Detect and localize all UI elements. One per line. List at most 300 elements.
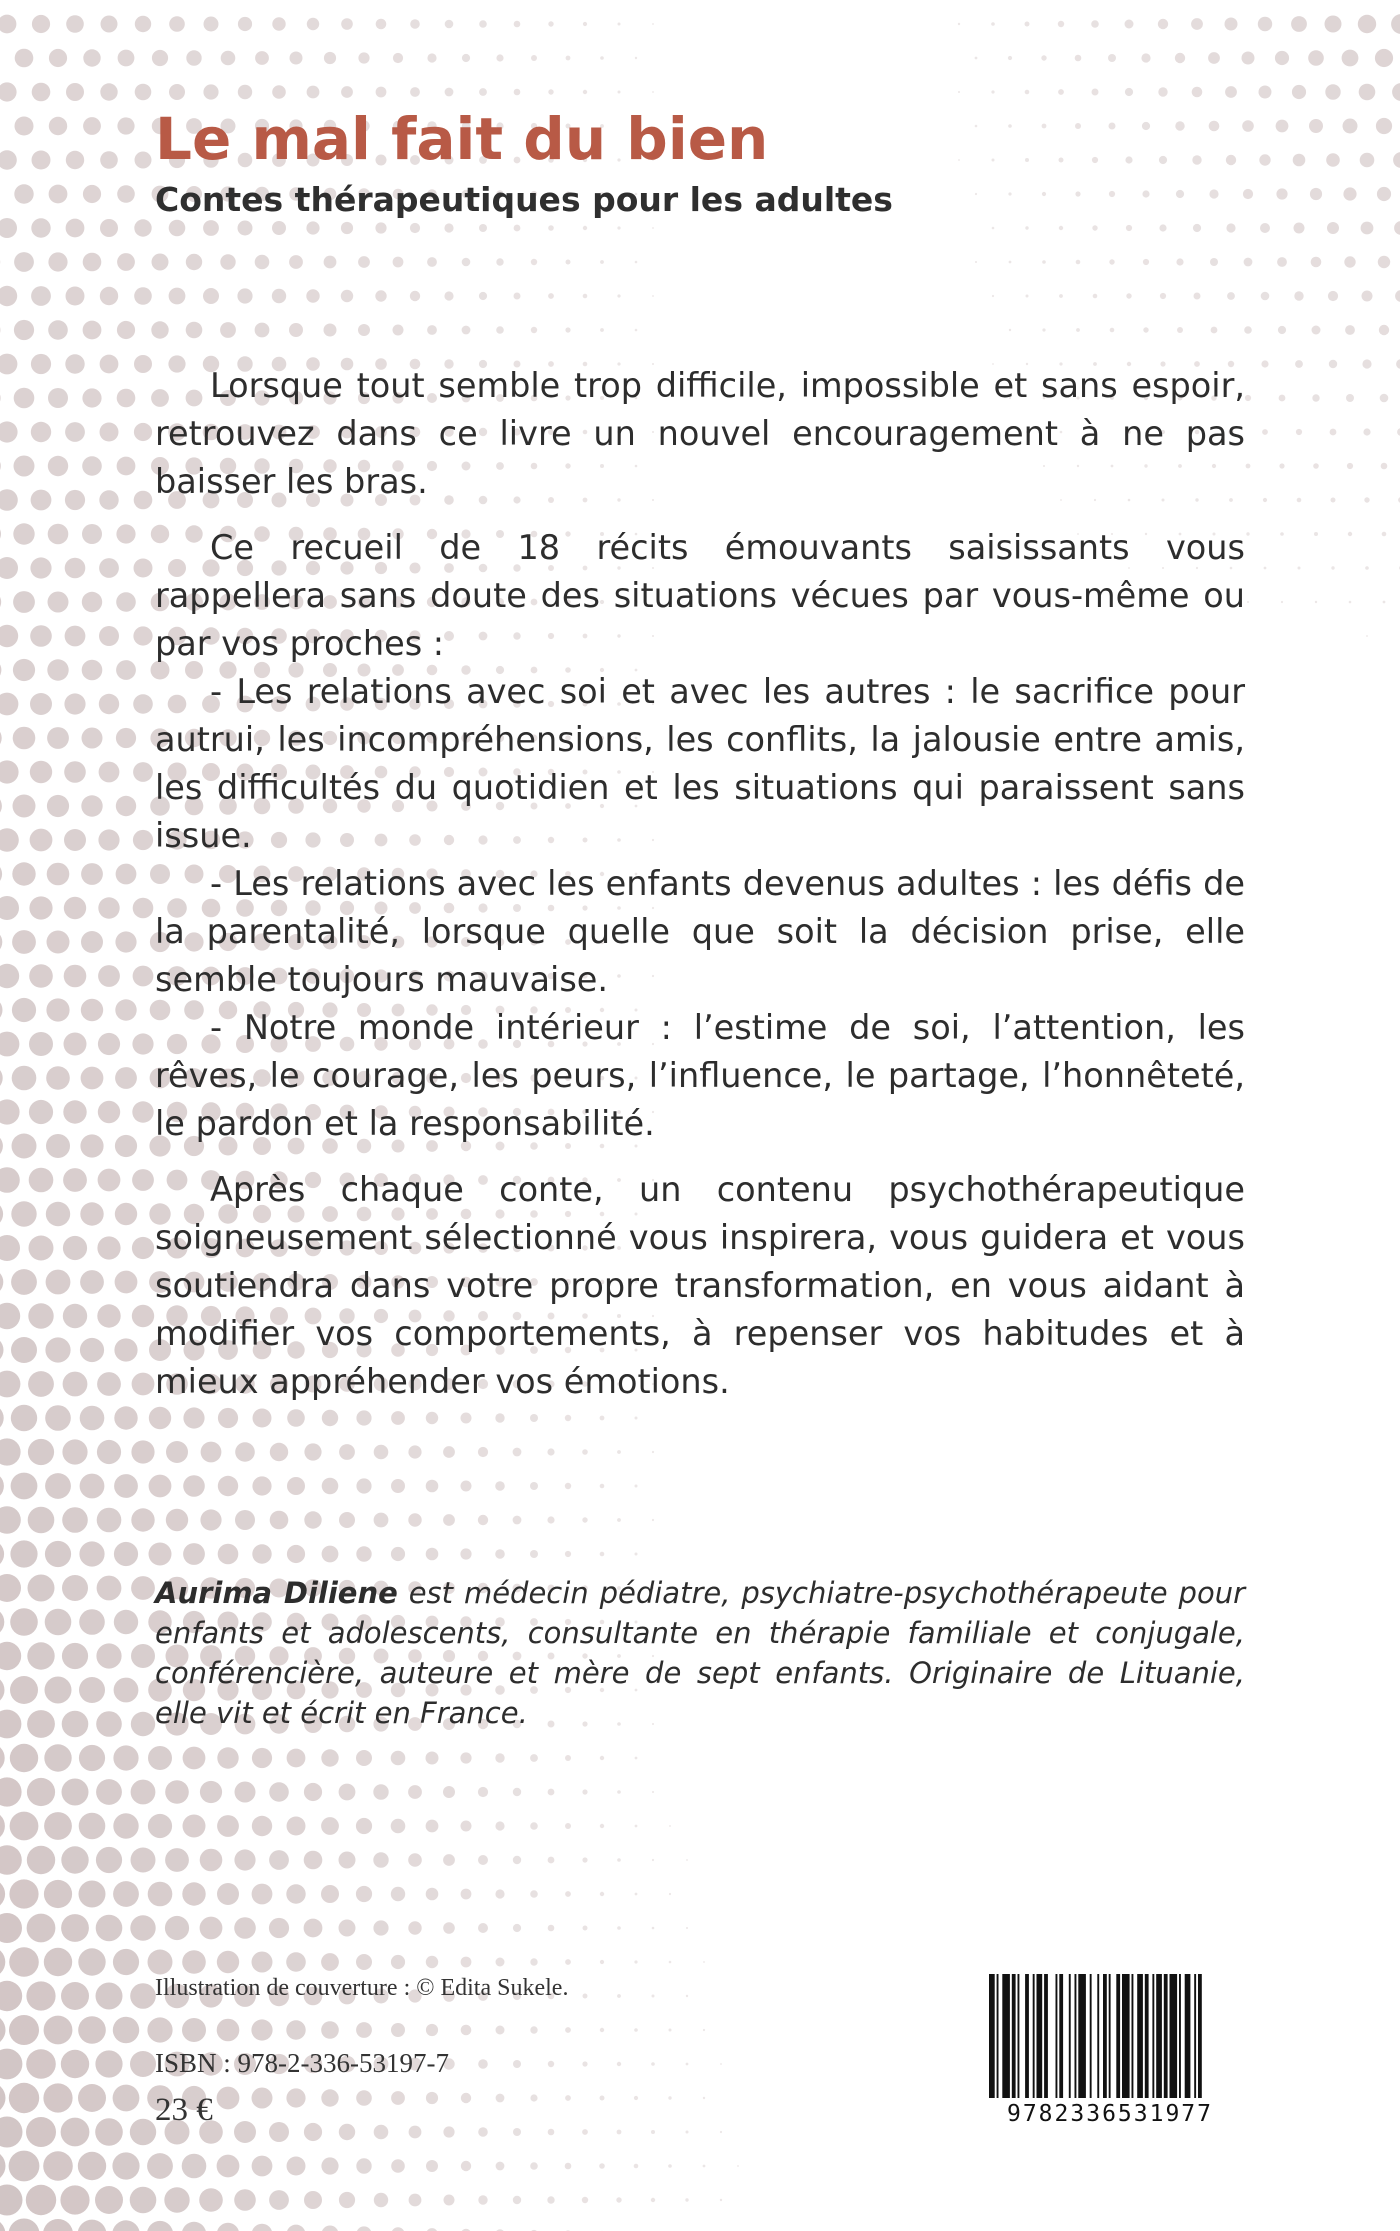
- dot-pattern-circle: [652, 227, 654, 229]
- dot-pattern-circle: [132, 1237, 154, 1259]
- dot-pattern-circle: [1092, 89, 1099, 96]
- dot-pattern-circle: [1076, 260, 1081, 265]
- dot-pattern-circle: [0, 1167, 20, 1193]
- dot-pattern-circle: [66, 287, 85, 306]
- dot-pattern-circle: [100, 355, 119, 374]
- dot-pattern-circle: [618, 23, 621, 26]
- dot-pattern-circle: [29, 964, 53, 988]
- dot-pattern-circle: [26, 2117, 56, 2147]
- dot-pattern-circle: [64, 1033, 87, 1056]
- dot-pattern-circle: [530, 2094, 537, 2101]
- dot-pattern-circle: [149, 1475, 172, 1498]
- dot-pattern-circle: [79, 1677, 105, 1703]
- dot-pattern-circle: [669, 2029, 672, 2032]
- dot-pattern-circle: [600, 328, 604, 332]
- dot-pattern-circle: [496, 2026, 505, 2035]
- dot-pattern-circle: [356, 1954, 372, 1970]
- dot-pattern-circle: [9, 2151, 40, 2182]
- dot-pattern-circle: [101, 16, 118, 33]
- dot-pattern-circle: [0, 523, 1, 545]
- dot-pattern-circle: [393, 53, 403, 63]
- dot-pattern-circle: [10, 1540, 37, 1567]
- dot-pattern-circle: [652, 91, 654, 93]
- dot-pattern-circle: [31, 490, 52, 511]
- dot-pattern-circle: [304, 1919, 323, 1938]
- dot-pattern-circle: [582, 2129, 588, 2135]
- dot-pattern-circle: [1342, 50, 1359, 67]
- dot-pattern-circle: [116, 660, 136, 680]
- dot-pattern-circle: [1226, 223, 1235, 232]
- dot-pattern-circle: [992, 295, 994, 297]
- dot-pattern-circle: [1192, 87, 1203, 98]
- dot-pattern-circle: [356, 1546, 371, 1561]
- dot-pattern-circle: [0, 455, 1, 477]
- dot-pattern-circle: [958, 91, 960, 93]
- dot-pattern-circle: [1262, 429, 1268, 435]
- blurb-paragraph-intro: Lorsque tout semble trop difficile, impossible et sans espoir, retrouvez dans ce livre un nouvel encouragement à ne pas baisser les bras.: [155, 366, 1245, 501]
- dot-pattern-circle: [9, 1879, 38, 1908]
- dot-pattern-circle: [13, 727, 36, 750]
- dot-pattern-circle: [1025, 226, 1028, 229]
- dot-pattern-circle: [0, 1269, 3, 1296]
- dot-pattern-circle: [269, 2190, 289, 2210]
- dot-pattern-circle: [11, 1269, 37, 1295]
- dot-pattern-circle: [583, 90, 587, 94]
- dot-pattern-circle: [62, 1439, 87, 1464]
- dot-pattern-circle: [289, 255, 303, 269]
- barcode-bar: [1037, 1974, 1043, 2098]
- dot-pattern-circle: [131, 1440, 154, 1463]
- dot-pattern-circle: [133, 898, 154, 919]
- dot-pattern-circle: [48, 388, 68, 408]
- dot-pattern-circle: [426, 1820, 439, 1833]
- dot-pattern-circle: [1295, 360, 1303, 368]
- dot-pattern-circle: [408, 1785, 422, 1799]
- dot-pattern-circle: [80, 1338, 104, 1362]
- dot-pattern-circle: [478, 2195, 487, 2204]
- dot-pattern-circle: [116, 864, 137, 885]
- dot-pattern-circle: [321, 1953, 339, 1971]
- dot-pattern-circle: [45, 1677, 72, 1704]
- dot-pattern-circle: [1093, 294, 1098, 299]
- dot-pattern-circle: [1380, 394, 1389, 403]
- dot-pattern-circle: [426, 2160, 438, 2172]
- dot-pattern-circle: [135, 16, 151, 32]
- dot-pattern-circle: [324, 324, 337, 337]
- dot-pattern-circle: [83, 253, 102, 272]
- dot-pattern-circle: [252, 1476, 271, 1495]
- dot-pattern-circle: [11, 1405, 37, 1431]
- dot-pattern-circle: [391, 1411, 405, 1425]
- dot-pattern-circle: [64, 965, 87, 988]
- dot-pattern-circle: [9, 2083, 39, 2113]
- dot-pattern-circle: [116, 592, 136, 612]
- dot-pattern-circle: [1175, 53, 1185, 63]
- dot-pattern-circle: [391, 1887, 405, 1901]
- dot-pattern-circle: [114, 1338, 137, 1361]
- dot-pattern-circle: [358, 52, 369, 63]
- dot-pattern-circle: [9, 2015, 39, 2045]
- dot-pattern-circle: [46, 1134, 70, 1158]
- dot-pattern-circle: [269, 1918, 289, 1938]
- dot-pattern-circle: [1261, 292, 1270, 301]
- dot-pattern-circle: [513, 1516, 522, 1525]
- dot-pattern-circle: [132, 1101, 153, 1122]
- dot-pattern-circle: [217, 1883, 239, 1905]
- dot-pattern-circle: [1360, 153, 1375, 168]
- dot-pattern-circle: [410, 19, 420, 29]
- dot-pattern-circle: [0, 218, 17, 238]
- dot-pattern-circle: [478, 2059, 488, 2069]
- dot-pattern-circle: [0, 1642, 21, 1670]
- dot-pattern-circle: [234, 2121, 256, 2143]
- dot-pattern-circle: [652, 1519, 654, 1521]
- dot-pattern-circle: [651, 2062, 655, 2066]
- dot-pattern-circle: [287, 1545, 305, 1563]
- dot-pattern-circle: [62, 1779, 89, 1806]
- dot-pattern-circle: [1244, 258, 1253, 267]
- dot-pattern-circle: [547, 1516, 554, 1523]
- dot-pattern-circle: [548, 1925, 555, 1932]
- dot-pattern-circle: [582, 1517, 587, 1522]
- dot-pattern-circle: [29, 1168, 54, 1193]
- dot-pattern-circle: [617, 1790, 621, 1794]
- dot-pattern-circle: [148, 1814, 172, 1838]
- dot-pattern-circle: [237, 288, 252, 303]
- dot-pattern-circle: [582, 1449, 588, 1455]
- dot-pattern-circle: [531, 259, 537, 265]
- dot-pattern-circle: [48, 592, 69, 613]
- barcode-bar: [1033, 1974, 1035, 2098]
- dot-pattern-circle: [1294, 223, 1305, 234]
- dot-pattern-circle: [0, 1065, 3, 1090]
- dot-pattern-circle: [304, 1783, 322, 1801]
- dot-pattern-circle: [0, 659, 1, 682]
- dot-pattern-circle: [0, 1743, 5, 1772]
- barcode-bar: [1152, 1974, 1154, 2098]
- dot-pattern-circle: [130, 2119, 156, 2145]
- dot-pattern-circle: [0, 1201, 3, 1227]
- dot-pattern-circle: [65, 354, 84, 373]
- dot-pattern-circle: [0, 82, 17, 101]
- price: 23 €: [155, 2092, 213, 2128]
- dot-pattern-circle: [1358, 15, 1376, 33]
- dot-pattern-circle: [100, 219, 118, 237]
- dot-pattern-circle: [600, 1960, 604, 1964]
- dot-pattern-circle: [83, 321, 102, 340]
- dot-pattern-circle: [408, 1445, 421, 1458]
- dot-pattern-circle: [97, 1372, 121, 1396]
- dot-pattern-circle: [496, 258, 503, 265]
- dot-pattern-circle: [131, 1848, 156, 1873]
- dot-pattern-circle: [169, 16, 185, 32]
- barcode-bar: [1116, 1974, 1120, 2098]
- dot-pattern-circle: [1296, 429, 1302, 435]
- dot-pattern-circle: [12, 930, 36, 954]
- dot-pattern-circle: [13, 659, 35, 681]
- dot-pattern-circle: [304, 1851, 323, 1870]
- dot-pattern-circle: [149, 1543, 172, 1566]
- dot-pattern-circle: [113, 1745, 138, 1770]
- barcode: [975, 1966, 1245, 2136]
- dot-pattern-circle: [1361, 222, 1374, 235]
- dot-pattern-circle: [1242, 52, 1255, 65]
- dot-pattern-circle: [44, 1880, 72, 1908]
- dot-pattern-circle: [1366, 635, 1368, 637]
- dot-pattern-circle: [98, 829, 119, 850]
- dot-pattern-circle: [27, 1846, 55, 1874]
- dot-pattern-circle: [530, 1754, 538, 1762]
- dot-pattern-circle: [0, 862, 2, 886]
- dot-pattern-circle: [26, 2049, 56, 2079]
- dot-pattern-circle: [270, 1443, 288, 1461]
- dot-pattern-circle: [131, 1576, 155, 1600]
- author-name: Aurima Diliene: [155, 1576, 398, 1610]
- dot-pattern-circle: [617, 294, 620, 297]
- dot-pattern-circle: [991, 22, 995, 26]
- dot-pattern-circle: [530, 1890, 538, 1898]
- dot-pattern-circle: [1193, 224, 1201, 232]
- dot-pattern-circle: [1059, 294, 1063, 298]
- dot-pattern-circle: [1158, 87, 1167, 96]
- dot-pattern-circle: [166, 1509, 188, 1531]
- dot-pattern-circle: [513, 2128, 521, 2136]
- dot-pattern-circle: [460, 1548, 471, 1559]
- dot-pattern-circle: [47, 795, 69, 817]
- dot-pattern-circle: [165, 1848, 189, 1872]
- dot-pattern-circle: [618, 91, 621, 94]
- dot-pattern-circle: [991, 90, 994, 93]
- dot-pattern-circle: [565, 1891, 571, 1897]
- dot-pattern-circle: [12, 998, 36, 1022]
- dot-pattern-circle: [252, 2156, 273, 2177]
- dot-pattern-circle: [0, 2117, 23, 2148]
- dot-pattern-circle: [530, 2026, 537, 2033]
- dot-pattern-circle: [13, 523, 34, 544]
- barcode-bar: [1025, 1974, 1029, 2098]
- dot-pattern-circle: [47, 727, 69, 749]
- dot-pattern-circle: [548, 293, 554, 299]
- dot-pattern-circle: [374, 2193, 388, 2207]
- dot-pattern-circle: [28, 1303, 53, 1328]
- dot-pattern-circle: [255, 255, 270, 270]
- dot-pattern-circle: [134, 423, 152, 441]
- dot-pattern-circle: [652, 1451, 654, 1453]
- dot-pattern-circle: [1211, 327, 1218, 334]
- dot-pattern-circle: [1309, 119, 1323, 133]
- dot-pattern-circle: [374, 1445, 389, 1460]
- dot-pattern-circle: [1329, 360, 1337, 368]
- dot-pattern-circle: [235, 1442, 255, 1462]
- dot-pattern-circle: [617, 1926, 621, 1930]
- dot-pattern-circle: [1258, 17, 1272, 31]
- dot-pattern-circle: [547, 2196, 554, 2203]
- dot-pattern-circle: [112, 2220, 139, 2231]
- dot-pattern-circle: [151, 321, 168, 338]
- dot-pattern-circle: [9, 1947, 39, 1977]
- barcode-bar: [1075, 1974, 1077, 2098]
- dot-pattern-circle: [83, 185, 101, 203]
- dot-pattern-circle: [13, 795, 36, 818]
- dot-pattern-circle: [203, 288, 219, 304]
- dot-pattern-circle: [63, 1372, 88, 1397]
- dot-pattern-circle: [408, 1921, 421, 1934]
- dot-pattern-circle: [218, 1544, 239, 1565]
- dot-pattern-circle: [1314, 532, 1318, 536]
- dot-pattern-circle: [686, 2131, 689, 2134]
- dot-pattern-circle: [478, 1515, 488, 1525]
- dot-pattern-circle: [1313, 463, 1319, 469]
- dot-pattern-circle: [583, 1994, 588, 1999]
- dot-pattern-circle: [1009, 329, 1011, 331]
- dot-pattern-circle: [31, 422, 51, 442]
- dot-pattern-circle: [1059, 226, 1063, 230]
- dot-pattern-circle: [530, 2162, 538, 2170]
- dot-pattern-circle: [269, 1782, 289, 1802]
- dot-pattern-circle: [66, 219, 85, 238]
- dot-pattern-circle: [252, 1816, 272, 1836]
- dot-pattern-circle: [583, 226, 587, 230]
- dot-pattern-circle: [496, 2094, 505, 2103]
- dot-pattern-circle: [461, 1821, 472, 1832]
- dot-pattern-circle: [548, 21, 553, 26]
- dot-pattern-circle: [82, 592, 102, 612]
- dot-pattern-circle: [720, 2063, 722, 2065]
- dot-pattern-circle: [27, 1914, 56, 1943]
- dot-pattern-circle: [374, 1513, 389, 1528]
- dot-pattern-circle: [0, 760, 19, 783]
- dot-pattern-circle: [1208, 52, 1220, 64]
- dot-pattern-circle: [1328, 291, 1338, 301]
- dot-pattern-circle: [1279, 463, 1284, 468]
- dot-pattern-circle: [1292, 85, 1306, 99]
- dot-pattern-circle: [79, 1541, 104, 1566]
- dot-pattern-circle: [600, 2096, 605, 2101]
- dot-pattern-circle: [117, 389, 136, 408]
- dot-pattern-circle: [1225, 18, 1238, 31]
- dot-pattern-circle: [322, 1478, 339, 1495]
- dot-pattern-circle: [1343, 187, 1356, 200]
- dot-pattern-circle: [252, 1884, 273, 1905]
- dot-pattern-circle: [14, 252, 34, 272]
- dot-pattern-circle: [272, 221, 286, 235]
- dot-pattern-circle: [47, 931, 70, 954]
- dot-pattern-circle: [0, 828, 19, 852]
- dot-pattern-circle: [149, 1407, 171, 1429]
- dot-pattern-circle: [99, 762, 120, 783]
- dot-pattern-circle: [164, 2187, 189, 2212]
- dot-pattern-circle: [1365, 566, 1369, 570]
- dot-pattern-circle: [0, 150, 17, 170]
- dot-pattern-circle: [461, 1889, 472, 1900]
- dot-pattern-circle: [1042, 260, 1046, 264]
- barcode-bar: [1122, 1974, 1130, 2098]
- dot-pattern-circle: [324, 52, 336, 64]
- dot-pattern-circle: [531, 327, 537, 333]
- dot-pattern-circle: [0, 1710, 21, 1739]
- barcode-bar: [1164, 1974, 1168, 2098]
- dot-pattern-circle: [304, 2123, 322, 2141]
- dot-pattern-circle: [64, 693, 85, 714]
- dot-pattern-circle: [426, 1480, 439, 1493]
- dot-pattern-circle: [393, 325, 404, 336]
- dot-pattern-circle: [12, 862, 35, 885]
- dot-pattern-circle: [426, 1752, 439, 1765]
- dot-pattern-circle: [1331, 566, 1334, 569]
- barcode-bar: [1012, 1974, 1016, 2098]
- dot-pattern-circle: [114, 1474, 138, 1498]
- dot-pattern-circle: [461, 2025, 472, 2036]
- dot-pattern-circle: [182, 1882, 205, 1905]
- dot-pattern-circle: [0, 15, 16, 34]
- dot-pattern-circle: [62, 1507, 88, 1533]
- dot-pattern-circle: [356, 1818, 372, 1834]
- dot-pattern-circle: [703, 2165, 706, 2168]
- dot-pattern-circle: [582, 1789, 587, 1794]
- dot-pattern-circle: [373, 1784, 388, 1799]
- dot-pattern-circle: [391, 2159, 405, 2173]
- dot-pattern-circle: [290, 52, 303, 65]
- dot-pattern-circle: [134, 491, 153, 510]
- blurb-item-children: - Les relations avec les enfants devenus adultes : les défis de la parentalité, lorsque quelle que soit la décision prise, elle semble toujours mauvaise.: [155, 864, 1245, 999]
- dot-pattern-circle: [356, 1410, 371, 1425]
- dot-pattern-circle: [1247, 601, 1249, 603]
- dot-pattern-circle: [1244, 326, 1252, 334]
- dot-pattern-circle: [218, 1408, 238, 1428]
- dot-pattern-circle: [79, 1745, 105, 1771]
- dot-pattern-circle: [1327, 222, 1339, 234]
- dot-pattern-circle: [1092, 225, 1097, 230]
- dot-pattern-circle: [409, 2194, 422, 2207]
- dot-pattern-circle: [148, 1746, 172, 1770]
- dot-pattern-circle: [1126, 225, 1132, 231]
- dot-pattern-circle: [113, 2017, 139, 2043]
- barcode-bar: [1185, 1974, 1191, 2098]
- dot-pattern-circle: [0, 421, 18, 442]
- dot-pattern-circle: [1362, 359, 1371, 368]
- barcode-bar: [1097, 1974, 1099, 2098]
- dot-pattern-circle: [96, 1983, 123, 2010]
- dot-pattern-circle: [253, 1409, 272, 1428]
- dot-pattern-circle: [565, 2027, 571, 2033]
- dot-pattern-circle: [461, 1957, 472, 1968]
- dot-pattern-circle: [686, 1927, 688, 1929]
- dot-pattern-circle: [530, 1550, 538, 1558]
- dot-pattern-circle: [0, 1947, 5, 1978]
- dot-pattern-circle: [132, 1373, 155, 1396]
- dot-pattern-circle: [410, 291, 420, 301]
- dot-pattern-circle: [115, 1067, 137, 1089]
- dot-pattern-circle: [1108, 54, 1116, 62]
- dot-pattern-circle: [30, 829, 53, 852]
- dot-pattern-circle: [134, 559, 153, 578]
- dot-pattern-circle: [14, 320, 34, 340]
- dot-pattern-circle: [82, 524, 102, 544]
- dot-pattern-circle: [133, 830, 153, 850]
- dot-pattern-circle: [565, 1551, 571, 1557]
- dot-pattern-circle: [1311, 257, 1322, 268]
- dot-pattern-circle: [0, 1676, 5, 1705]
- dot-pattern-circle: [391, 1751, 406, 1766]
- dot-pattern-circle: [975, 57, 978, 60]
- dot-pattern-circle: [27, 1642, 54, 1669]
- dot-pattern-circle: [0, 998, 3, 1023]
- dot-pattern-circle: [1277, 257, 1287, 267]
- dot-pattern-circle: [496, 326, 504, 334]
- dot-pattern-circle: [114, 1610, 138, 1634]
- dot-pattern-circle: [287, 1749, 306, 1768]
- dot-pattern-circle: [0, 693, 18, 716]
